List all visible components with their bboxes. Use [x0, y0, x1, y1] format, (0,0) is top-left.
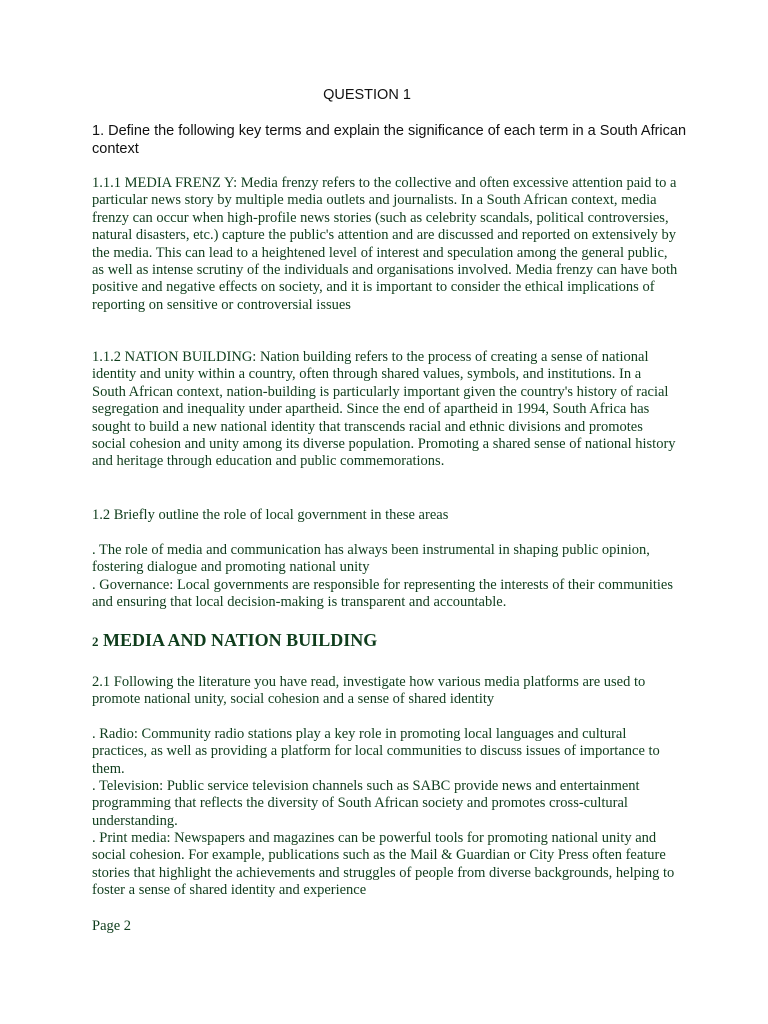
governance-paragraph: . Governance: Local governments are responsible for representing the interests of their communities and ensuring that local decision-making is transparent and accountable.: [92, 577, 674, 611]
section-2-heading: [92, 629, 692, 653]
television-paragraph: . Television: Public service television channels such as SABC provide news and entertainment programming that reflects the diversity of South African society and promotes cross-cultural understanding.: [92, 778, 640, 829]
question-2-1: 2.1 Following the literature you have read, investigate how various media platforms are used to promote national unity, social cohesion and a sense of shared identity: [92, 674, 646, 708]
print-media-paragraph: . Print media: Newspapers and magazines can be powerful tools for promoting national unity and social cohesion. For example, publications such as the Mail & Guardian or City Press often feature stories that highlight the achievements and struggles of people from diverse backgrounds, helping to foster a sense of shared identity and experience: [92, 830, 675, 899]
nation-building-paragraph: 1.1.2 NATION BUILDING: Nation building refers to the process of creating a sense of national identity and unity within a country, often through shared values, symbols, and institutions. In a South African context, nation-building is particularly important given the country's history of racial segregation and inequality under apartheid. Since the end of apartheid in 1994, South Africa has sought to build a new national identity that transcends racial and ethnic divisions and promotes social cohesion and unity among its diverse population. Promoting a shared sense of national history and heritage through education and public commemorations.: [92, 349, 676, 470]
section-2-title: MEDIA AND NATION BUILDING: [103, 630, 378, 650]
section-2-number: 2: [92, 634, 99, 649]
question-title: QUESTION 1: [323, 87, 411, 103]
page-number: Page 2: [92, 918, 132, 934]
media-frenzy-paragraph: 1.1.1 MEDIA FRENZ Y: Media frenzy refers to the collective and often excessive attention paid to a particular news story by multiple media outlets and journalists. In a South African context, media frenzy can occur when high-profile news stories (such as celebrity scandals, political controversies, natural disasters, etc.) capture the public's attention and are discussed and reported on extensively by the media. This can lead to a heightened level of interest and speculation among the general public, as well as intense scrutiny of the individuals and organisations involved. Media frenzy can have both positive and negative effects on society, and it is important to consider the ethical implications of reporting on sensitive or controversial issues: [92, 175, 678, 313]
question-1-2: 1.2 Briefly outline the role of local government in these areas: [92, 507, 449, 523]
role-of-media-paragraph: . The role of media and communication has always been instrumental in shaping public opinion, fostering dialogue and promoting national unity: [92, 542, 650, 576]
radio-paragraph: . Radio: Community radio stations play a key role in promoting local languages and cultural practices, as well as providing a platform for local communities to discuss issues of importance to them.: [92, 726, 660, 777]
question-1-intro: 1. Define the following key terms and explain the significance of each term in a South African context: [92, 123, 687, 157]
